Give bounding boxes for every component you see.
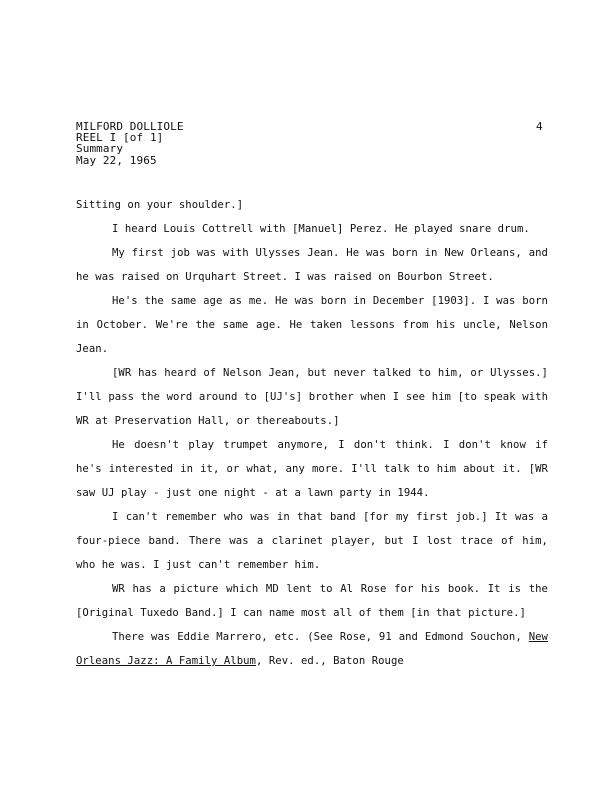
document-type: Summary xyxy=(76,142,124,156)
paragraph-text: , Rev. ed., Baton Rouge xyxy=(255,655,404,667)
book-title: New Orleans Jazz: A Family Album xyxy=(76,631,548,667)
paragraph xyxy=(76,625,548,673)
interview-date: May 22, 1965 xyxy=(76,153,157,167)
document-body xyxy=(76,193,548,673)
paragraph: WR has a picture which MD lent to Al Rose for his book. It is the [Original Tuxedo Band.] I can name most all of them [in that picture.] xyxy=(76,583,548,619)
paragraph: Sitting on your shoulder.] xyxy=(76,199,244,211)
paragraph: He's the same age as me. He was born in December [1903]. I was born in October. We're the same age. He taken lessons from his uncle, Nelson Jean. xyxy=(76,295,548,355)
paragraph: [WR has heard of Nelson Jean, but never talked to him, or Ulysses.] I'll pass the word around to [UJ's] brother when I see him [to speak with WR at Preservation Hall, or thereabouts.] xyxy=(76,367,548,427)
paragraph-text: There was Eddie Marrero, etc. (See Rose, 91 and Edmond Souchon, xyxy=(112,631,529,643)
document-header xyxy=(76,121,184,166)
paragraph: I can't remember who was in that band [for my first job.] It was a four-piece band. There was a clarinet player, but I lost trace of him, who he was. I just can't remember him. xyxy=(76,511,548,571)
paragraph: My first job was with Ulysses Jean. He was born in New Orleans, and he was raised on Urquhart Street. I was raised on Bourbon Street. xyxy=(76,247,548,283)
paragraph: I heard Louis Cottrell with [Manuel] Perez. He played snare drum. xyxy=(112,223,530,235)
page-number: 4 xyxy=(536,120,543,133)
reel-label: REEL I [of 1] xyxy=(76,131,164,145)
interviewee-name: MILFORD DOLLIOLE xyxy=(76,120,184,133)
paragraph: He doesn't play trumpet anymore, I don't think. I don't know if he's interested in it, or what, any more. I'll talk to him about it. [WR saw UJ play - just one night - at a lawn party in 1944. xyxy=(76,439,548,499)
